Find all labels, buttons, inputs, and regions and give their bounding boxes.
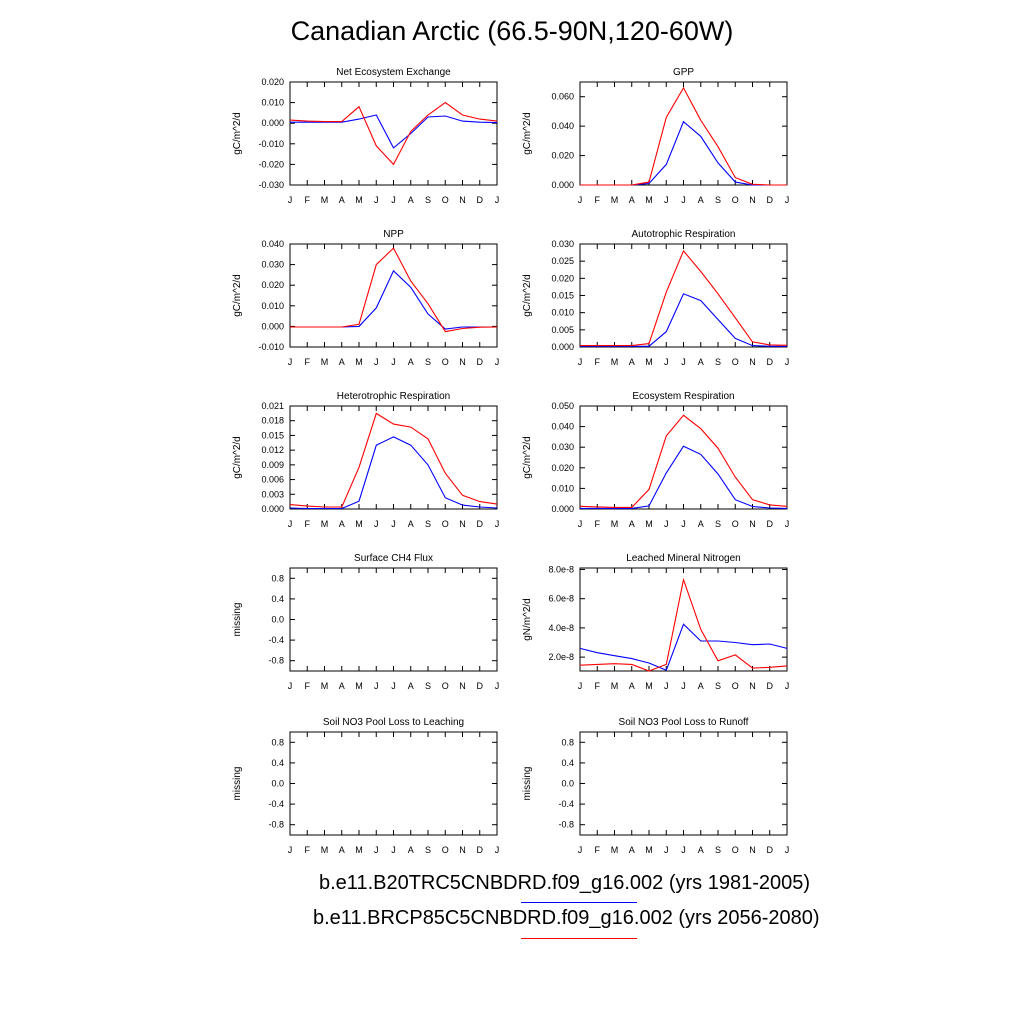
chart-6-ytick-label: 0.4 (271, 593, 284, 604)
chart-6-frame (290, 568, 497, 671)
legend-swatch-future (521, 938, 637, 939)
chart-3-xtick-label: N (749, 357, 756, 367)
chart-7-ytick-label: 8.0e-8 (548, 564, 574, 575)
chart-9-xtick-label: N (749, 845, 756, 855)
chart-1-xtick-label: A (697, 195, 704, 205)
chart-6-xtick-label: M (355, 681, 363, 691)
chart-1-title: GPP (672, 67, 695, 78)
chart-7-xtick-label: M (610, 681, 619, 691)
chart-5-xtick-label: A (697, 519, 704, 529)
chart-0-ylabel: gC/m^2/d (232, 112, 243, 155)
legend-swatch-historical (521, 902, 637, 903)
chart-6-ytick-label: 0.0 (271, 614, 284, 625)
chart-9-xtick-label: J (664, 845, 669, 855)
chart-0-xtick-label: O (441, 195, 449, 205)
chart-8-xtick-label: J (494, 845, 500, 855)
chart-6-ytick-label: -0.8 (268, 655, 284, 666)
chart-4-ytick-label: 0.015 (261, 430, 284, 441)
chart-4-xtick-label: J (374, 519, 379, 529)
chart-0-xtick-label: S (424, 195, 432, 205)
chart-7-ytick-label: 6.0e-8 (548, 593, 574, 604)
chart-6-xtick-label: M (320, 681, 329, 691)
chart-2-xtick-label: J (494, 357, 500, 367)
chart-4-ytick-label: 0.006 (261, 474, 284, 485)
chart-3-xtick-label: S (714, 357, 722, 367)
chart-8-xtick-label: F (304, 845, 310, 855)
chart-7-xtick-label: J (577, 681, 583, 691)
chart-6-ytick-label: -0.4 (268, 635, 284, 646)
chart-0-ytick-label: 0.020 (261, 77, 284, 87)
chart-1-xtick-label: O (731, 195, 739, 205)
chart-5-ytick-label: 0.030 (551, 442, 574, 453)
chart-2-ytick-label: 0.030 (261, 259, 284, 270)
chart-4-ytick-label: 0.018 (261, 415, 284, 426)
chart-0-ytick-label: 0.000 (261, 118, 284, 129)
chart-5-series-1-line (580, 415, 787, 507)
chart-2-frame (290, 244, 497, 347)
chart-9-xtick-label: M (610, 845, 619, 855)
chart-6-ytick-label: 0.8 (271, 573, 284, 584)
chart-4-ylabel: gC/m^2/d (232, 436, 243, 479)
chart-9-title: Soil NO3 Pool Loss to Runoff (618, 717, 749, 728)
chart-0-ytick-label: -0.010 (258, 138, 284, 149)
chart-7-xtick-label: A (628, 681, 635, 691)
chart-3-xtick-label: M (645, 357, 653, 367)
figure-title: Canadian Arctic (66.5-90N,120-60W) (290, 16, 734, 46)
chart-8-frame (290, 732, 497, 835)
chart-4-ytick-label: 0.021 (261, 401, 284, 411)
chart-4-xtick-label: M (320, 519, 329, 529)
chart-6-xtick-label: S (424, 681, 432, 691)
chart-8-xtick-label: J (391, 845, 396, 855)
chart-5-xtick-label: J (681, 519, 686, 529)
chart-1-ytick-label: 0.060 (551, 91, 574, 102)
chart-3-ytick-label: 0.030 (551, 239, 574, 249)
chart-9-ylabel: missing (522, 766, 533, 801)
chart-2-xtick-label: D (476, 357, 483, 367)
chart-2-xtick-label: M (355, 357, 363, 367)
chart-2-ytick-label: 0.000 (261, 321, 284, 332)
chart-3-xtick-label: D (766, 357, 773, 367)
chart-3-xtick-label: J (664, 357, 669, 367)
chart-9-xtick-label: O (731, 845, 739, 855)
chart-1-xtick-label: N (749, 195, 756, 205)
chart-5-frame (580, 406, 787, 509)
chart-4-xtick-label: J (391, 519, 396, 529)
chart-3-xtick-label: J (681, 357, 686, 367)
chart-0-xtick-label: J (287, 195, 293, 205)
chart-9-ytick-label: 0.4 (561, 757, 574, 768)
chart-1-ytick-label: 0.020 (551, 150, 574, 161)
chart-7-ytick-label: 4.0e-8 (548, 622, 574, 633)
chart-9-ytick-label: 0.0 (561, 778, 574, 789)
chart-1-frame (580, 82, 787, 185)
chart-1-series-1-line (580, 88, 787, 185)
chart-0-ytick-label: -0.030 (258, 180, 284, 190)
chart-5-ytick-label: 0.010 (551, 483, 574, 494)
chart-6-xtick-label: O (441, 681, 449, 691)
chart-7-xtick-label: A (697, 681, 704, 691)
chart-4-xtick-label: J (287, 519, 293, 529)
chart-2-xtick-label: M (320, 357, 329, 367)
chart-5-xtick-label: S (714, 519, 722, 529)
chart-1-xtick-label: J (681, 195, 686, 205)
chart-7-xtick-label: J (664, 681, 669, 691)
chart-1-ylabel: gC/m^2/d (522, 112, 533, 155)
chart-5-xtick-label: J (577, 519, 583, 529)
chart-7-xtick-label: N (749, 681, 756, 691)
chart-9-frame (580, 732, 787, 835)
chart-3-ylabel: gC/m^2/d (522, 274, 533, 317)
chart-7-xtick-label: O (731, 681, 739, 691)
chart-4-ytick-label: 0.000 (261, 504, 284, 514)
chart-1-series-0-line (580, 122, 787, 185)
chart-3-ytick-label: 0.010 (551, 307, 574, 318)
chart-3-xtick-label: O (731, 357, 739, 367)
chart-4-xtick-label: F (304, 519, 310, 529)
chart-1-xtick-label: J (664, 195, 669, 205)
chart-5-xtick-label: N (749, 519, 756, 529)
chart-5-ytick-label: 0.050 (551, 401, 574, 411)
chart-6-xtick-label: J (391, 681, 396, 691)
chart-0-ytick-label: -0.020 (258, 159, 284, 170)
chart-8-ytick-label: 0.8 (271, 737, 284, 748)
chart-9-xtick-label: M (645, 845, 653, 855)
chart-5-ytick-label: 0.040 (551, 421, 574, 432)
chart-2-xtick-label: O (441, 357, 449, 367)
chart-4-title: Heterotrophic Respiration (336, 391, 451, 402)
chart-2-ytick-label: 0.020 (261, 280, 284, 291)
chart-3-ytick-label: 0.020 (551, 273, 574, 284)
chart-3-xtick-label: M (610, 357, 619, 367)
chart-5-xtick-label: M (610, 519, 619, 529)
chart-0-series-0-line (290, 115, 497, 148)
chart-9-ytick-label: -0.4 (558, 799, 574, 810)
chart-9-xtick-label: J (784, 845, 790, 855)
chart-4-ytick-label: 0.009 (261, 459, 284, 470)
chart-2-ytick-label: 0.040 (261, 239, 284, 249)
chart-9-xtick-label: J (577, 845, 583, 855)
legend-label-future: b.e11.BRCP85C5CNBDRD.f09_g16.002 (yrs 2056-2080) (313, 907, 820, 929)
chart-9-xtick-label: J (681, 845, 686, 855)
chart-9-xtick-label: S (714, 845, 722, 855)
chart-4-xtick-label: D (476, 519, 483, 529)
chart-4-xtick-label: J (494, 519, 500, 529)
chart-0-xtick-label: D (476, 195, 483, 205)
chart-5-xtick-label: J (784, 519, 790, 529)
chart-2-ytick-label: -0.010 (258, 342, 284, 352)
chart-3-xtick-label: A (628, 357, 635, 367)
chart-0-frame (290, 82, 497, 185)
chart-5-xtick-label: O (731, 519, 739, 529)
chart-9-xtick-label: A (697, 845, 704, 855)
chart-3-xtick-label: J (784, 357, 790, 367)
chart-5-ylabel: gC/m^2/d (522, 436, 533, 479)
chart-8-xtick-label: M (320, 845, 329, 855)
chart-5-xtick-label: J (664, 519, 669, 529)
chart-8-ytick-label: 0.0 (271, 778, 284, 789)
chart-8-ylabel: missing (232, 766, 243, 801)
chart-7-ylabel: gN/m^2/d (522, 598, 533, 641)
chart-8-xtick-label: S (424, 845, 432, 855)
chart-6-xtick-label: F (304, 681, 310, 691)
chart-3-xtick-label: F (594, 357, 600, 367)
chart-4-ytick-label: 0.003 (261, 489, 284, 500)
chart-0-ytick-label: 0.010 (261, 97, 284, 108)
chart-1-xtick-label: J (784, 195, 790, 205)
chart-4-xtick-label: N (459, 519, 466, 529)
chart-2-xtick-label: F (304, 357, 310, 367)
chart-2-ylabel: gC/m^2/d (232, 274, 243, 317)
chart-8-ytick-label: 0.4 (271, 757, 284, 768)
chart-0-xtick-label: N (459, 195, 466, 205)
chart-1-xtick-label: D (766, 195, 773, 205)
chart-7-ytick-label: 2.0e-8 (548, 652, 574, 663)
chart-4-xtick-label: S (424, 519, 432, 529)
chart-3-series-0-line (580, 294, 787, 347)
chart-3-ytick-label: 0.015 (551, 290, 574, 301)
chart-5-series-0-line (580, 446, 787, 508)
chart-2-ytick-label: 0.010 (261, 300, 284, 311)
chart-8-xtick-label: A (338, 845, 345, 855)
chart-2-series-0-line (290, 271, 497, 329)
chart-2-xtick-label: A (338, 357, 345, 367)
chart-4-xtick-label: A (338, 519, 345, 529)
chart-8-ytick-label: -0.8 (268, 819, 284, 830)
chart-4-xtick-label: A (407, 519, 414, 529)
chart-8-xtick-label: O (441, 845, 449, 855)
chart-1-xtick-label: A (628, 195, 635, 205)
chart-5-ytick-label: 0.000 (551, 504, 574, 514)
chart-5-xtick-label: F (594, 519, 600, 529)
chart-6-xtick-label: J (494, 681, 500, 691)
chart-0-xtick-label: J (391, 195, 396, 205)
chart-7-xtick-label: M (645, 681, 653, 691)
chart-4-xtick-label: O (441, 519, 449, 529)
chart-3-ytick-label: 0.005 (551, 324, 574, 335)
chart-6-xtick-label: J (374, 681, 379, 691)
chart-8-xtick-label: M (355, 845, 363, 855)
chart-1-xtick-label: F (594, 195, 600, 205)
chart-2-title: NPP (383, 229, 404, 240)
chart-5-xtick-label: M (645, 519, 653, 529)
chart-8-xtick-label: N (459, 845, 466, 855)
chart-9-ytick-label: 0.8 (561, 737, 574, 748)
chart-0-xtick-label: J (374, 195, 379, 205)
chart-3-xtick-label: A (697, 357, 704, 367)
chart-7-xtick-label: D (766, 681, 773, 691)
chart-8-xtick-label: D (476, 845, 483, 855)
chart-3-frame (580, 244, 787, 347)
chart-5-xtick-label: D (766, 519, 773, 529)
chart-3-ytick-label: 0.025 (551, 256, 574, 267)
chart-8-xtick-label: J (374, 845, 379, 855)
chart-1-ytick-label: 0.000 (551, 180, 574, 190)
chart-7-xtick-label: S (714, 681, 722, 691)
chart-2-xtick-label: N (459, 357, 466, 367)
chart-1-xtick-label: M (610, 195, 619, 205)
chart-7-title: Leached Mineral Nitrogen (626, 553, 741, 564)
chart-6-xtick-label: D (476, 681, 483, 691)
chart-2-xtick-label: J (287, 357, 293, 367)
chart-8-xtick-label: A (407, 845, 414, 855)
chart-9-xtick-label: A (628, 845, 635, 855)
chart-6-xtick-label: A (338, 681, 345, 691)
chart-5-xtick-label: A (628, 519, 635, 529)
chart-3-ytick-label: 0.000 (551, 342, 574, 352)
chart-4-series-0-line (290, 437, 497, 509)
chart-0-xtick-label: A (338, 195, 345, 205)
chart-6-ylabel: missing (232, 602, 243, 637)
chart-9-xtick-label: D (766, 845, 773, 855)
chart-4-ytick-label: 0.012 (261, 445, 284, 456)
chart-1-xtick-label: J (577, 195, 583, 205)
chart-2-xtick-label: S (424, 357, 432, 367)
chart-3-xtick-label: J (577, 357, 583, 367)
chart-7-xtick-label: J (681, 681, 686, 691)
legend-label-historical: b.e11.B20TRC5CNBDRD.f09_g16.002 (yrs 1981-2005) (319, 872, 811, 894)
chart-8-title: Soil NO3 Pool Loss to Leaching (322, 717, 465, 728)
chart-8-xtick-label: J (287, 845, 293, 855)
chart-0-xtick-label: M (355, 195, 363, 205)
chart-0-xtick-label: J (494, 195, 500, 205)
chart-9-xtick-label: F (594, 845, 600, 855)
chart-9-ytick-label: -0.8 (558, 819, 574, 830)
chart-2-xtick-label: J (391, 357, 396, 367)
chart-4-series-1-line (290, 413, 497, 507)
chart-6-xtick-label: J (287, 681, 293, 691)
chart-0-xtick-label: A (407, 195, 414, 205)
chart-0-xtick-label: F (304, 195, 310, 205)
chart-1-xtick-label: M (645, 195, 653, 205)
chart-7-xtick-label: J (784, 681, 790, 691)
chart-7-xtick-label: F (594, 681, 600, 691)
chart-3-title: Autotrophic Respiration (631, 229, 736, 240)
chart-0-title: Net Ecosystem Exchange (336, 67, 451, 78)
chart-5-title: Ecosystem Respiration (632, 391, 735, 402)
chart-3-series-1-line (580, 251, 787, 346)
chart-1-ytick-label: 0.040 (551, 121, 574, 132)
chart-2-xtick-label: A (407, 357, 414, 367)
chart-6-xtick-label: A (407, 681, 414, 691)
chart-2-series-1-line (290, 248, 497, 332)
chart-4-xtick-label: M (355, 519, 363, 529)
chart-5-ytick-label: 0.020 (551, 462, 574, 473)
chart-8-ytick-label: -0.4 (268, 799, 284, 810)
chart-1-xtick-label: S (714, 195, 722, 205)
chart-6-title: Surface CH4 Flux (354, 553, 433, 564)
chart-6-xtick-label: N (459, 681, 466, 691)
chart-0-xtick-label: M (320, 195, 329, 205)
chart-4-frame (290, 406, 497, 509)
chart-0-series-1-line (290, 103, 497, 165)
chart-2-xtick-label: J (374, 357, 379, 367)
